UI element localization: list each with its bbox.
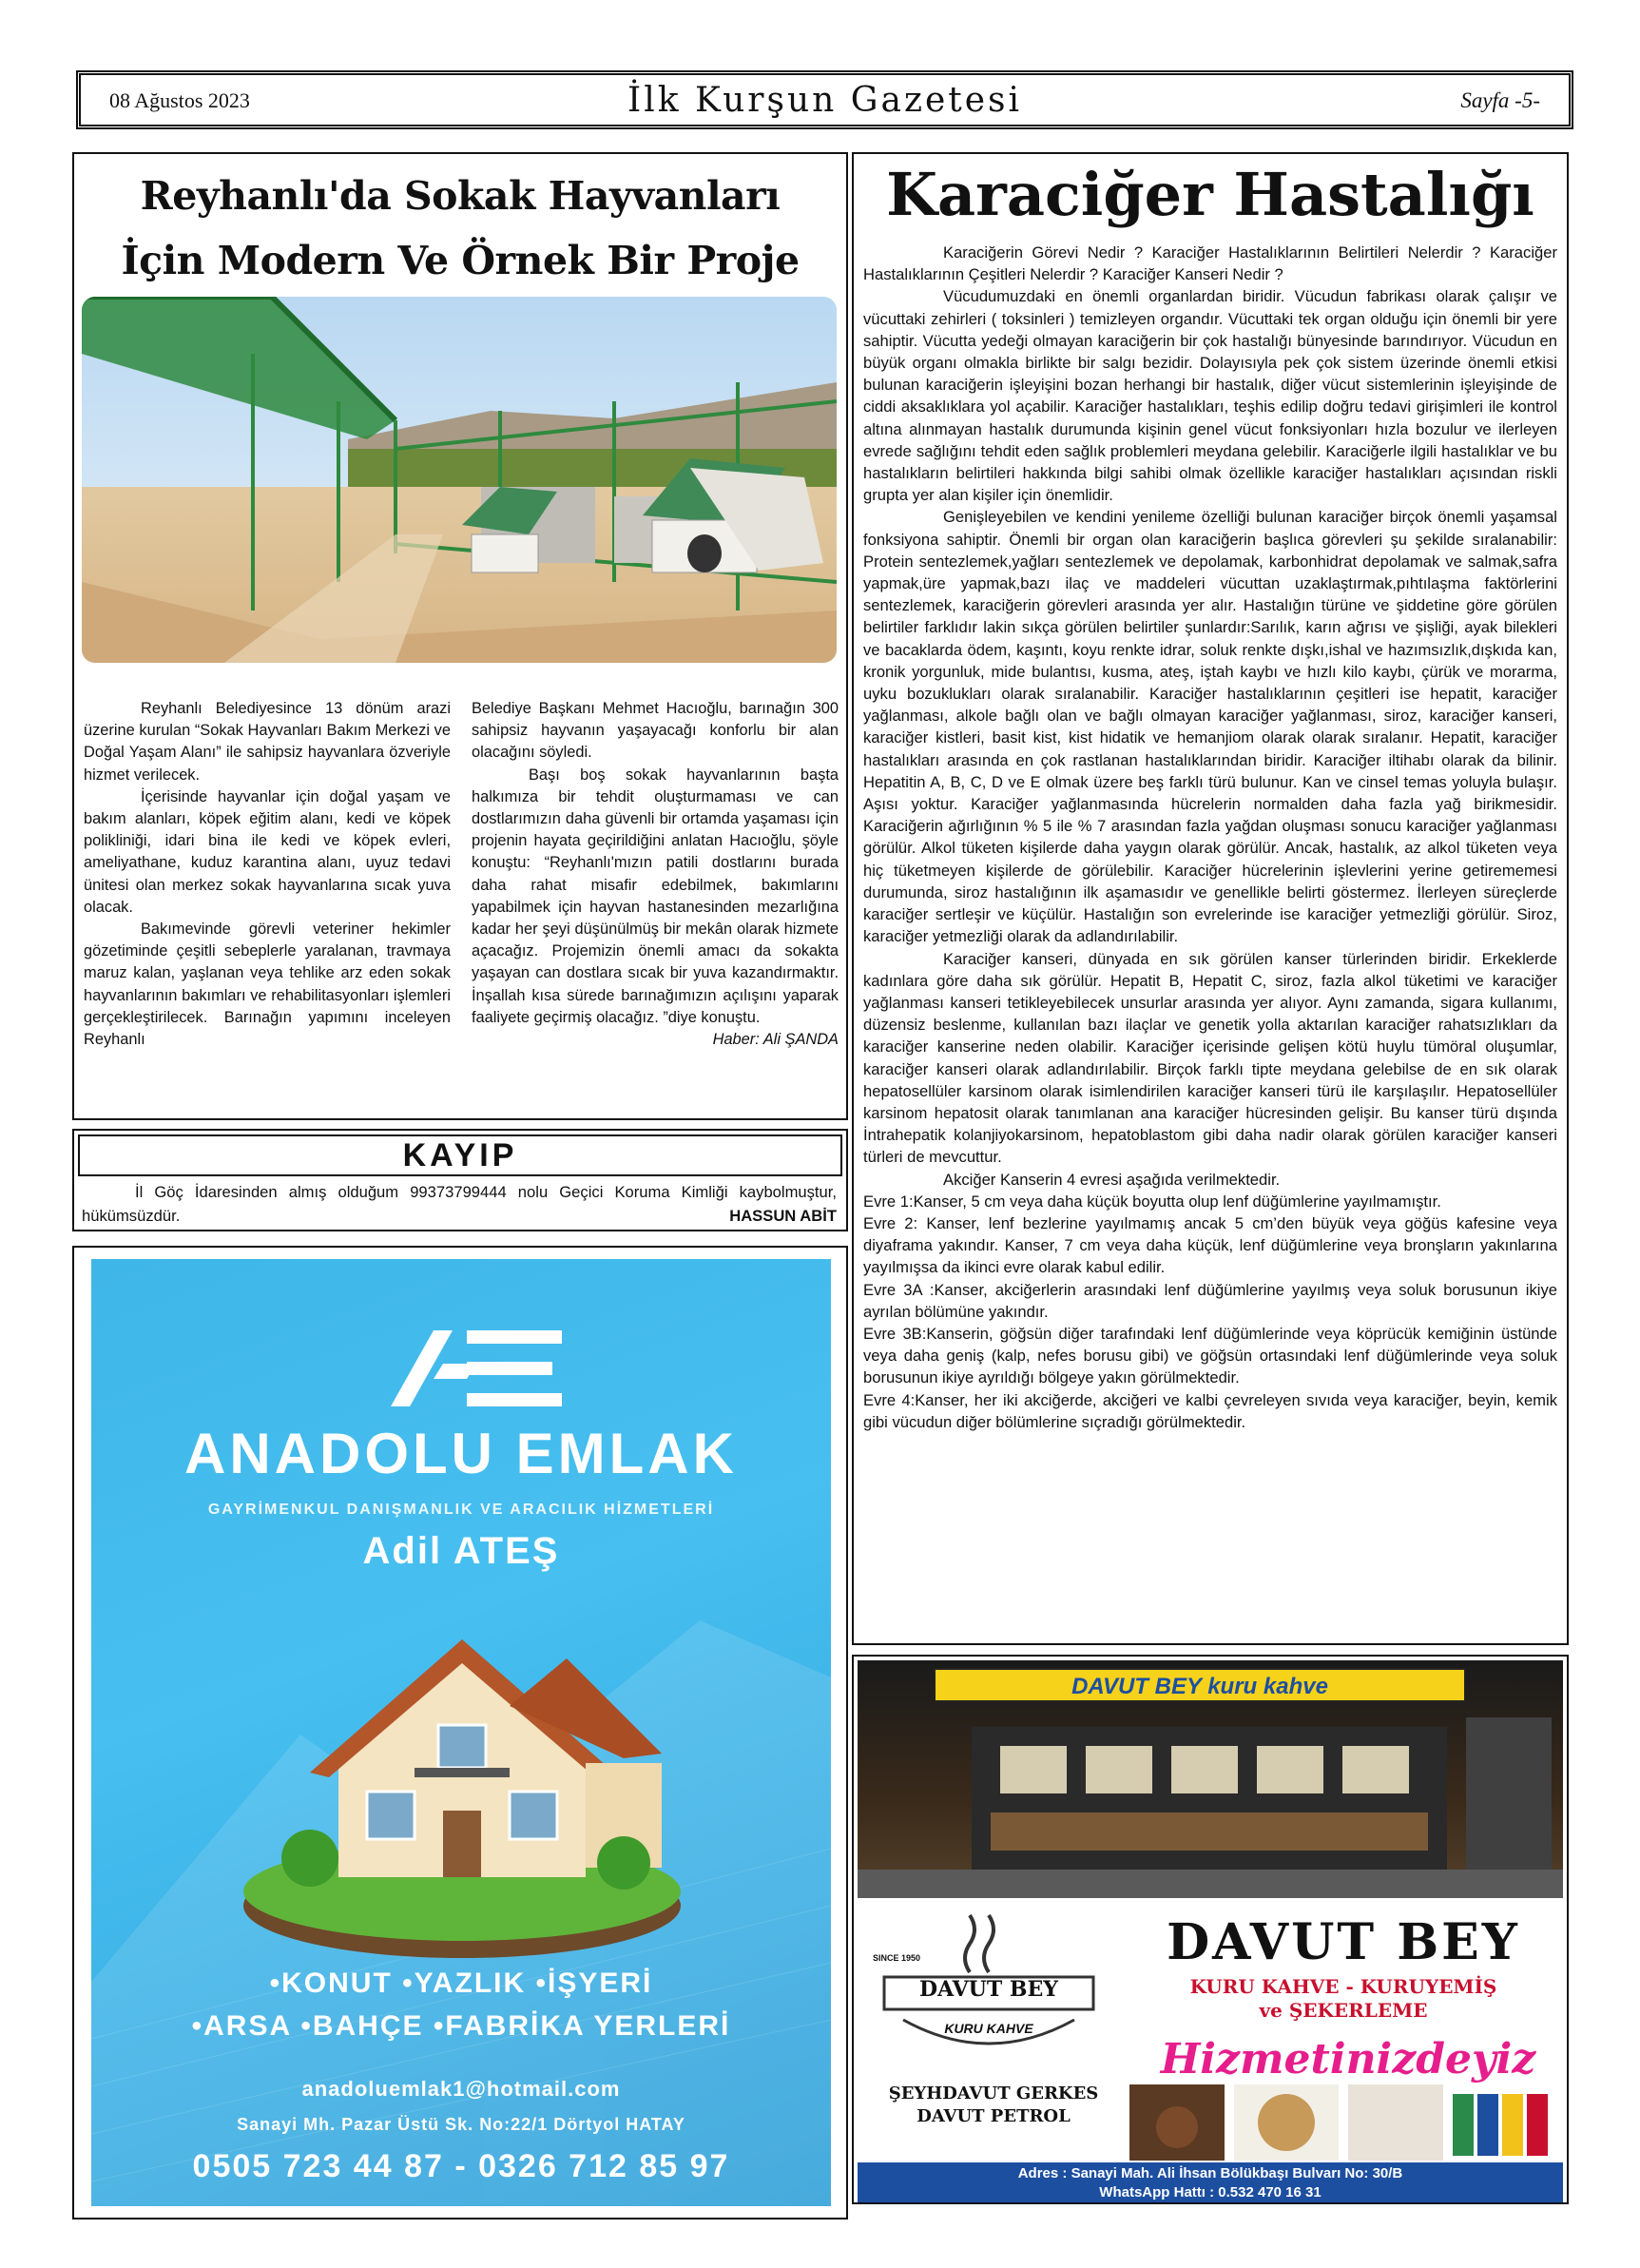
paragraph: Reyhanlı Belediyesince 13 dönüm arazi üzerine kurulan “Sokak Hayvanları Bakım Merkezi ve Doğal Yaşam Alanı” ile sahipsiz hayvanlara özveriyle hizmet verilecek.	[84, 700, 451, 784]
liver-disease-article	[852, 152, 1569, 1645]
page-number: Sayfa -5-	[1460, 88, 1540, 112]
emlak-services-2: •ARSA •BAHÇE •FABRİKA YERLERİ	[191, 2010, 731, 2042]
article-column-1	[84, 698, 451, 1051]
issue-date: 08 Ağustos 2023	[109, 88, 250, 112]
davut-tagline-2: ve ŞEKERLEME	[1259, 1999, 1428, 2022]
shelter-photo	[82, 297, 837, 663]
emlak-logo-icon	[353, 1326, 571, 1411]
contact-bar	[858, 2162, 1563, 2202]
paragraph: Bakımevinde görevli veteriner hekimler gözetiminde çeşitli sebeplerle yaralanan, travmaya maruz kalan, yaşlanan veya tehlike arz eden sokak hayvanlarının bakımları ve rehabilitasyonları işlemleri gerçekleştirilecek. Barınağın yapımını inceleyen Reyhanlı	[84, 921, 451, 1049]
davut-branches: ŞEYHDAVUT GERKES DAVUT PETROL	[888, 2084, 1099, 2126]
emlak-subtitle: GAYRİMENKUL DANIŞMANLIK VE ARACILIK HİZMETLERİ	[207, 1502, 715, 1518]
paragraph: Evre 1:Kanser, 5 cm veya daha küçük boyutta olup lenf düğümlerine yayılmamıştır.	[863, 1192, 1441, 1211]
paragraph: Evre 4:Kanser, her iki akciğerde, akciğeri ve kalbi çevreleyen sıvıda veya karaciğer, beyin, kemik gibi vücudun diğer bölümlerine sıçradığı görülmektedir.	[863, 1390, 1557, 1431]
paragraph: Evre 3B:Kanserin, göğsün diğer tarafındaki lenf düğümlerinde veya köprücük kemiğinin üstünde veya daha geniş (kalp, nefes borusu gibi) ve göğsün ortasındaki lenf düğümlerinde veya soluk borusunun ikiye ayrıldığı bölgeye yakın görülmektedir.	[863, 1324, 1557, 1387]
paragraph	[472, 765, 839, 1049]
logo-subtitle: KURU KAHVE	[944, 2021, 1033, 2036]
paragraph: Evre 3A :Kanser, akciğerlerin arasındaki lenf düğümlerine yayılmış veya soluk borusunun ikiye ayrılan bölümüne yakındır.	[863, 1280, 1557, 1321]
emlak-email: anadoluemlak1@hotmail.com	[301, 2077, 621, 2101]
emlak-phones: 0505 723 44 87 - 0326 712 85 97	[192, 2148, 730, 2184]
masthead	[76, 70, 1573, 129]
paragraph: Belediye Başkanı Mehmet Hacıoğlu, barınağın 300 sahipsiz hayvanın yaşayacağı konforlu bir alan olacağını söyledi.	[472, 700, 839, 762]
byline: Haber: Ali ŞANDA	[712, 1031, 839, 1049]
paragraph: Vücudumuzdaki en önemli organlardan biridir. Vücudun fabrikası olarak çalışır ve vücuttaki zehirleri ( toksinleri ) temizleyen organdır. Vücuttaki tek organ olduğu için önemli bir yere sahiptir. Vücutta yedeği olmayan karaciğerin bir çok hastalığı bünyesinde barındırıyor. Vücudun en büyük organı olmakla birlikte bir salgı bezidir. Dolayısıyla pek çok sistem üzerinde önemli etkisi bulunan karaciğerin işleyişini bozan herhangi bir hastalık, diğer vücut sistemlerinin işleyişinde de ciddi aksaklıklara yol açabilir. Karaciğer hastalıkları, teşhis edilip doğru tedavi girişimleri ile kontrol altına alınmayan hastalık durumunda kişinin genel vücut fonksiyonları hızla bozulur ve ilerleyen evrede sağlığını tehdit eden sağlık problemleri meydana gelebilir. Karaciğerle ilgili hastalıklar ve bu hastalıkların belirtileri hakkında bilgi sahibi olmak özellikle karaciğer hastalıkları açısından riskli grupta yer alan kişiler için önemlidir.	[863, 287, 1557, 505]
anadolu-emlak-ad	[72, 1246, 848, 2220]
store-interior	[858, 1708, 1563, 1898]
paragraph: Genişleyebilen ve kendini yenileme özelliği bulunan karaciğer birçok önemli yaşamsal fonksiyona sahiptir. Önemli bir organ olan karaciğerin başlıca görevleri şu şekilde sıralanabilir: Protein sentezlemek,yağları sentezlemek ve depolamak, karbonhidrat depolamak ve salmak,safra yapmak,üre yapmak,bazı ilaç ve maddeleri vücuttan uzaklaştırmak,pıhtılaşma faktörlerini sentezlemek, karaciğerin görevleri arasında yer alır. Hastalığın türüne ve şiddetine göre görülen belirtiler farklıdır lakin sıkça görülen belirtiler şunlardır:Sarılık, karın ağrısı ve şişliği, ayak bilekleri ve bacaklarda ödem, kaşıntı, koyu renkte idrar, soluk renkte dışkı,ishal ve hazımsızlık,dışkıda kan, kronik yorgunluk, mide bulantısı, kusma, ateş, iştah kaybı ve hızlı kilo kaybı, çürük ve morarma, uyku bozuklukları olarak sıralanabilir. Karaciğer hastalıklarının çeşitleri ise hepatit, karaciğer yağlanması, alkole bağlı olan ve bağlı olmayan karaciğer yağlanması, siroz, karaciğer kanseri, karaciğer kistleri, basit kist, kist hidatik ve hemanjiom olarak olarak sıralanır. Hepatit, karaciğer hastalıkları arasında en çok rastlanan hastalıklarından biridir. Karaciğer iltihabı olarak da bilinir. Hepatitin A, B, C, D ve E olmak üzere beş farklı türü bulunur. Kan ve cinsel temas yoluyla bulaşır. Aşısı yoktur. Karaciğer yağlanmasında hücrelerin normalden daha fazla yağ birikmesidir. Karaciğerin ağırlığının % 5 ile % 7 arasından fazla yağdan oluşması sonucu karaciğer yağlanması görülür. Alkol tüketen kişilerde daha yaygın olarak görülür. Ancak, hastalık, az alkol tüketen veya hiç tüketmeyen kişilerde de görülebilir. Karaciğer hücrelerinin işlevlerini yerine getirememesi durumunda, siroz hastalığının ilk aşamasıdır ve genellikle belirti göstermez. İlerleyen süreçlerde karaciğer sertleşir ve küçülür. Hastalığın son evrelerinde ise karaciğer yetmezliği görülür. Siroz, karaciğer yetmezliği olarak da adlandırılabilir.	[863, 508, 1557, 946]
davut-address: Adres : Sanayi Mah. Ali İhsan Bölükbaşı Bulvarı No: 30/B	[1017, 2165, 1403, 2181]
davut-whatsapp: WhatsApp Hattı : 0.532 470 16 31	[1099, 2184, 1322, 2200]
davut-tagline-1: KURU KAHVE - KURUYEMİŞ	[1189, 1975, 1497, 1998]
house-illustration	[224, 1620, 700, 1963]
lost-notice-body	[82, 1180, 837, 1228]
emlak-brand: ANADOLU EMLAK	[184, 1422, 738, 1485]
article-headline	[74, 164, 846, 293]
emlak-services-1: •KONUT •YAZLIK •İŞYERİ	[269, 1968, 653, 1999]
store-sign: DAVUT BEY kuru kahve	[934, 1668, 1466, 1702]
headline-line-2: İçin Modern Ve Örnek Bir Proje	[121, 238, 800, 283]
animal-shelter-article	[72, 152, 848, 1120]
article-headline: Karaciğer Hastalığı	[886, 160, 1534, 229]
paragraph: Karaciğerin Görevi Nedir ? Karaciğer Hastalıklarının Belirtileri Nelerdir ? Karaciğer Hastalıklarının Çeşitleri Nelerdir ? Karaciğer Kanseri Nedir ?	[863, 243, 1557, 284]
davut-bey-name: DAVUT BEY	[1167, 1913, 1520, 1971]
lost-notice-name: HASSUN ABİT	[729, 1207, 837, 1225]
logo-since: SINCE 1950	[873, 1953, 921, 1963]
paragraph: İçerisinde hayvanlar için doğal yaşam ve bakım alanları, köpek eğitim alanı, kedi ve köpek polikliniği, idari bina ile kedi ve köpek evleri, ameliyathane, kuduz karantina alanı, uyuz tedavi ünitesi olan merkez sokak hayvanlarına sıcak yuva olacak.	[84, 787, 451, 916]
paragraph: Karaciğer kanseri, dünyada en sık görülen kanser türlerinden biridir. Erkeklerde kadınlara göre daha sık görülür. Hepatit B, Hepatit C, siroz, fazla alkol tüketimi ve karaciğer yağlanması kanseri tetikleyebilecek unsurlar arasında yer alıyor. Aynı zamanda, sigara kullanımı, düzensiz beslenme, kullanılan bazı ilaçlar ve genetik yolla aktarılan karaciğer rahatsızlıkları da karaciğer kanserine neden olabilir. Karaciğer içerisinde gelişen kötü huylu tümöral oluşumlar, karaciğer kanseri olarak adlandırılabilir. Birçok farklı tipte meydana gelebilse de en sık olarak hepatosellüler karsinom olarak isimlendirilen karaciğer kanseri türü ile karşılaşılır. Hepatosellüler karsinom hepatosit olarak tanımlanan ana karaciğer hücresinden gelişir. Bu kanser türü dışında İntrahepatik kolanjiyokarsinom, hepatoblastom gibi daha nadir olarak görülen karaciğer kanseri türleri de mevcuttur.	[863, 949, 1557, 1167]
article-body	[863, 242, 1557, 1433]
emlak-owner: Adil ATEŞ	[362, 1530, 560, 1572]
headline-line-1: Reyhanlı'da Sokak Hayvanları	[140, 173, 781, 219]
davut-bey-ad	[852, 1655, 1569, 2204]
paragraph: Evre 2: Kanser, lenf bezlerine yayılmamış ancak 5 cm’den büyük veya göğüs kafesine veya diyaframa yakındır. Kanser, 7 cm veya daha küçük, lenf düğümlerine veya bronşların yakınlarına yayılmışsa da ikinci evre olarak kabul edilir.	[863, 1213, 1557, 1277]
paragraph-text: Başı boş sokak hayvanlarının başta halkımıza bir tehdit oluşturmaması ve can dostlarımızın daha güvenli bir ortamda yaşaması için projenin hayata geçirildiğini anlatan Hacıoğlu, şöyle konuştu: “Reyhanlı'mızın patili dostlarını burada daha rahat misafir edebilmek, bakımlarını yapabilmek için hayvan hastanesinden mezarlığına kadar her şeyi düşünülmüş bir mekân olarak hizmete açacağız. Projemizin önemli amacı da sokakta yaşayan can dostlara sıcak bir yuva kazandırmaktır. İnşallah kısa sürede barınağımızın açılışını yaparak faaliyete geçirmiş olacağız. ”diye konuştu.	[472, 766, 839, 1026]
article-column-2	[472, 698, 839, 1051]
product-photos	[1129, 2084, 1557, 2161]
davut-slogan: Hizmetinizdeyiz	[1160, 2035, 1536, 2084]
paragraph: Akciğer Kanserin 4 evresi aşağıda verilmektedir.	[943, 1170, 1281, 1189]
newspaper-name: İlk Kurşun Gazetesi	[627, 81, 1023, 120]
lost-notice-text: İl Göç İdaresinden almış olduğum 99373799444 nolu Geçici Koruma Kimliği kaybolmuştur, hükümsüzdür.	[82, 1183, 837, 1225]
emlak-ad-panel	[91, 1259, 831, 2206]
storefront-photo	[858, 1660, 1563, 1898]
emlak-address: Sanayi Mh. Pazar Üstü Sk. No:22/1 Dörtyol HATAY	[237, 2115, 685, 2134]
logo-name: DAVUT BEY	[919, 1977, 1058, 2002]
lost-notice-heading: KAYIP	[78, 1134, 842, 1176]
lost-notice	[72, 1129, 848, 1231]
